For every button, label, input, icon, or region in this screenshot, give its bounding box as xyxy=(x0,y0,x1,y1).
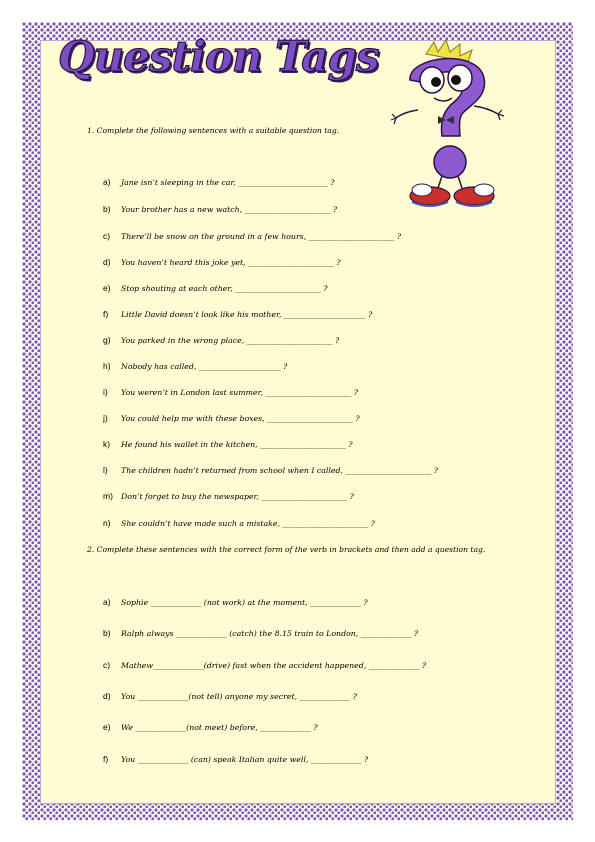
item-letter: a) xyxy=(103,177,111,187)
exercise-item xyxy=(103,491,354,503)
exercise-item xyxy=(103,465,438,477)
exercise-item xyxy=(103,722,318,734)
exercise-item xyxy=(103,335,339,347)
item-letter: i) xyxy=(103,387,108,397)
item-sentence: You _____________(not tell) anyone my secret, _____________ ? xyxy=(121,692,357,701)
item-letter: c) xyxy=(103,231,111,241)
item-sentence: You _____________ (can) speak Italian quite well, _____________ ? xyxy=(121,755,369,764)
item-letter: e) xyxy=(103,722,111,732)
item-sentence: Sophie _____________ (not work) at the moment, _____________ ? xyxy=(121,598,368,607)
item-letter: e) xyxy=(103,283,111,293)
item-sentence: The children hadn’t returned from school when I called, ______________________ ? xyxy=(121,466,438,475)
exercise-item xyxy=(103,361,287,373)
item-sentence: Ralph always _____________ (catch) the 8.15 train to London, _____________ ? xyxy=(121,629,419,638)
item-sentence: Mathew_____________(drive) fast when the accident happened, _____________ ? xyxy=(121,661,427,670)
item-sentence: You weren’t in London last summer, ______________________ ? xyxy=(121,388,358,397)
item-sentence: Little David doesn’t look like his mother, _____________________ ? xyxy=(121,310,373,319)
section-1-instruction: 1. Complete the following sentences with a suitable question tag. xyxy=(87,126,340,135)
item-letter: h) xyxy=(103,361,111,371)
exercise-item xyxy=(103,660,426,672)
item-sentence: There’ll be snow on the ground in a few hours, ______________________ ? xyxy=(121,232,402,241)
item-letter: d) xyxy=(103,691,111,701)
item-sentence: She couldn’t have made such a mistake, ______________________ ? xyxy=(121,519,375,528)
exercise-item xyxy=(103,754,368,766)
item-sentence: Jane isn’t sleeping in the car, _______________________ ? xyxy=(121,178,335,187)
exercise-item xyxy=(103,231,401,243)
item-letter: f) xyxy=(103,754,109,764)
section-2-instruction: 2. Complete these sentences with the correct form of the verb in brackets and then add a question tag. xyxy=(87,545,486,554)
question-mark-mascot-illustration xyxy=(388,40,508,220)
item-letter: b) xyxy=(103,628,111,638)
item-sentence: You haven’t heard this joke yet, ______________________ ? xyxy=(121,258,341,267)
item-sentence: You parked in the wrong place, ______________________ ? xyxy=(121,336,340,345)
exercise-item xyxy=(103,691,357,703)
item-letter: f) xyxy=(103,309,109,319)
exercise-item xyxy=(103,413,360,425)
exercise-item xyxy=(103,518,375,530)
exercise-item xyxy=(103,439,353,451)
item-sentence: He found his wallet in the kitchen, ______________________ ? xyxy=(121,440,353,449)
item-letter: m) xyxy=(103,491,113,501)
item-letter: c) xyxy=(103,660,111,670)
item-letter: n) xyxy=(103,518,111,528)
item-letter: b) xyxy=(103,204,111,214)
exercise-item xyxy=(103,204,337,216)
exercise-item xyxy=(103,628,418,640)
exercise-item xyxy=(103,309,372,321)
item-sentence: Nobody has called, _____________________ ? xyxy=(121,362,288,371)
item-letter: j) xyxy=(103,413,108,423)
item-letter: a) xyxy=(103,597,111,607)
exercise-item xyxy=(103,283,328,295)
item-letter: d) xyxy=(103,257,111,267)
exercise-item xyxy=(103,177,335,189)
exercise-item xyxy=(103,387,358,399)
item-letter: l) xyxy=(103,465,108,475)
item-sentence: Your brother has a new watch, ______________________ ? xyxy=(121,205,338,214)
item-sentence: You could help me with these boxes, ______________________ ? xyxy=(121,414,360,423)
exercise-item xyxy=(103,597,368,609)
page-title: Question Tags xyxy=(58,32,379,81)
exercise-item xyxy=(103,257,341,269)
item-letter: g) xyxy=(103,335,111,345)
item-sentence: Don’t forget to buy the newspaper, ______________________ ? xyxy=(121,492,354,501)
item-sentence: Stop shouting at each other, ______________________ ? xyxy=(121,284,328,293)
item-sentence: We _____________(not meet) before, _____________ ? xyxy=(121,723,318,732)
item-letter: k) xyxy=(103,439,111,449)
